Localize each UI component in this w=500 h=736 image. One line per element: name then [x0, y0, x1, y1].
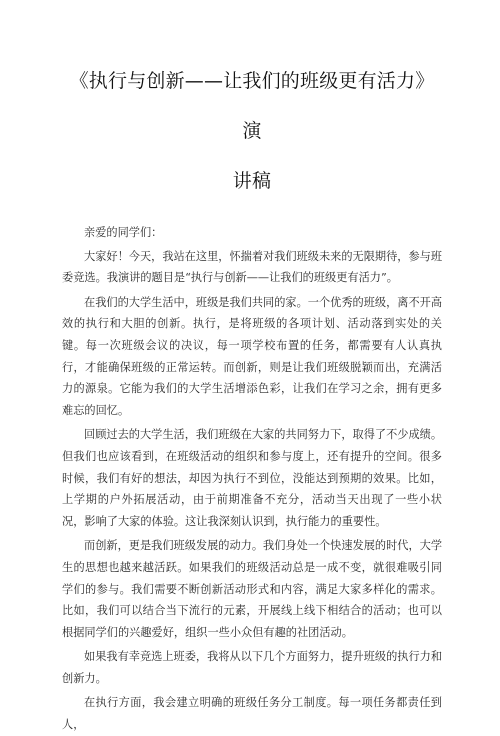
- paragraph-5: 如果我有幸竞选上班委，我将从以下几个方面努力，提升班级的执行力和创新力。: [62, 650, 443, 685]
- document-title: [62, 56, 442, 206]
- paragraph-3: 回顾过去的大学生活，我们班级在大家的共同努力下，取得了不少成绩。但我们也应该看到，在班级活动的组织和参与度上，还有提升的空间。很多时候，我们有好的想法，却因为执行不到位，没能达到预期的效果。比如，上学期的户外拓展活动，由于前期准备不充分，活动当天出现了一些小状况，影响了大家的体验。这让我深刻认识到，执行能力的重要性。: [62, 428, 443, 528]
- title-line-1: 《执行与创新——让我们的班级更有活力》演: [69, 70, 435, 142]
- document-body: [62, 222, 442, 736]
- paragraph-6: 在执行方面，我会建立明确的班级任务分工制度。每一项任务都责任到人，: [62, 696, 442, 732]
- paragraph-2: 在我们的大学生活中，班级是我们共同的家。一个优秀的班级，离不开高效的执行和大胆的创新。执行，是将班级的各项计划、活动落到实处的关键。每一次班级会议的决议，每一项学校布置的任务，都需要有人认真执行，才能确保班级的正常运转。而创新，则是让我们班级脱颖而出，充满活力的源泉。它能为我们的大学生活增添色彩，让我们在学习之余，拥有更多难忘的回忆。: [62, 295, 443, 417]
- paragraph-1: 大家好！今天，我站在这里，怀揣着对我们班级未来的无限期待，参与班委竞选。我演讲的题目是“执行与创新——让我们的班级更有活力”。: [62, 249, 443, 285]
- title-line-2: 讲稿: [232, 170, 272, 192]
- greeting: 亲爱的同学们：: [84, 226, 163, 239]
- paragraph-4: 而创新，更是我们班级发展的动力。我们身处一个快速发展的时代，大学生的思想也越来越活跃。如果我们的班级活动总是一成不变，就很难吸引同学们的参与。我们需要不断创新活动形式和内容，满足大家多样化的需求。比如，我们可以结合当下流行的元素，开展线上线下相结合的活动；也可以根据同学们的兴趣爱好，组织一些小众但有趣的社团活动。: [62, 539, 443, 639]
